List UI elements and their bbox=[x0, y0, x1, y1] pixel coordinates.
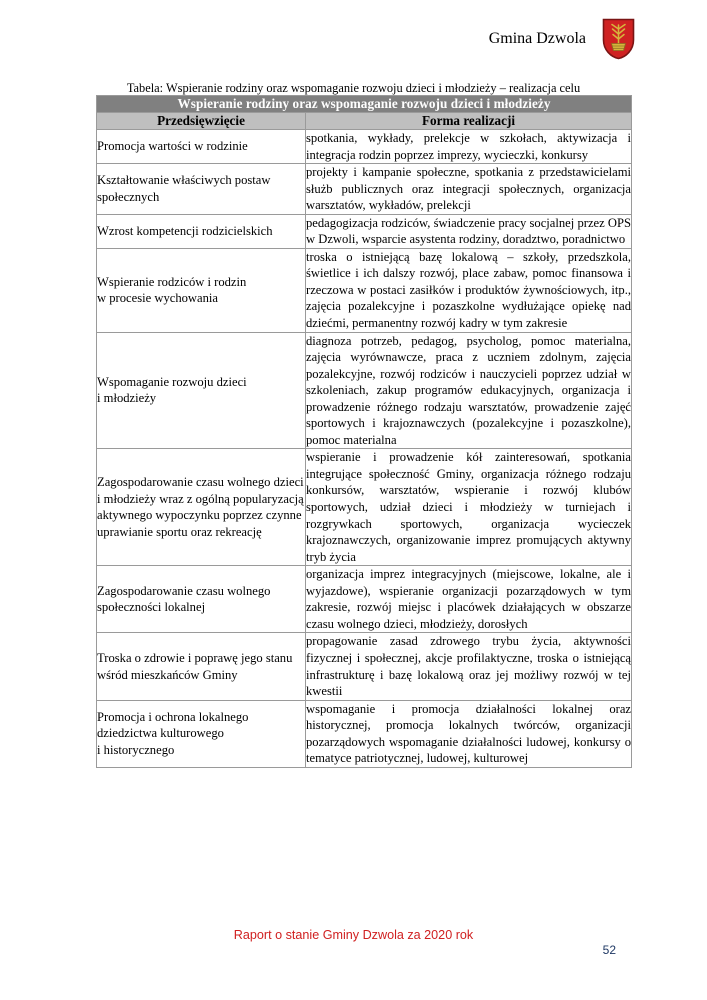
cell-przedsiewziecie: Wspieranie rodziców i rodzin w procesie wychowania bbox=[97, 248, 306, 332]
cell-przedsiewziecie: Promocja wartości w rodzinie bbox=[97, 130, 306, 164]
table-row bbox=[97, 700, 632, 767]
table-caption: Tabela: Wspieranie rodziny oraz wspomaganie rozwoju dzieci i młodzieży – realizacja celu bbox=[126, 81, 581, 95]
table-row bbox=[97, 566, 632, 633]
table-row bbox=[97, 332, 632, 449]
cell-przedsiewziecie: Zagospodarowanie czasu wolnego społeczności lokalnej bbox=[97, 566, 306, 633]
column-header-przedsiewziecie: Przedsięwzięcie bbox=[97, 113, 306, 130]
page-header bbox=[489, 18, 635, 60]
table-title-row bbox=[97, 96, 632, 113]
organization-name: Gmina Dzwola bbox=[488, 30, 586, 47]
cell-przedsiewziecie: Wspomaganie rozwoju dzieci i młodzieży bbox=[97, 332, 306, 449]
table-row bbox=[97, 130, 632, 164]
footer-note: Raport o stanie Gminy Dzwola za 2020 rok bbox=[233, 928, 474, 942]
table-row bbox=[97, 633, 632, 700]
cell-forma-realizacji: organizacja imprez integracyjnych (miejscowe, lokalne, ale i wyjazdowe), wspieranie organizacji pozarządowych w tym zakresie, rozwój miejsc i placówek działających w obszarze czasu wolnego dzieci, młodzieży, dorosłych bbox=[306, 566, 632, 633]
cell-przedsiewziecie: Wzrost kompetencji rodzicielskich bbox=[97, 214, 306, 248]
cell-forma-realizacji: propagowanie zasad zdrowego trybu życia, aktywności fizycznej i społecznej, akcje profilaktyczne, troska o istniejącą infrastrukturę i bazę lokalową oraz jej możliwy rozwój w tej kwestii bbox=[306, 633, 632, 700]
cell-forma-realizacji: pedagogizacja rodziców, świadczenie pracy socjalnej przez OPS w Dzwoli, wsparcie asystenta rodziny, doradztwo, poradnictwo bbox=[306, 214, 632, 248]
cell-forma-realizacji: troska o istniejącą bazę lokalową – szkoły, przedszkola, świetlice i ich dalszy rozwój, place zabaw, pomoc finansowa i rzeczowa w postaci zasiłków i produktów żywnościowych, itp., zajęcia pozalekcyjne i pozaszkolne wydłużające opiekę nad dziećmi, permanentny rozwój kadry w tym zakresie bbox=[306, 248, 632, 332]
coat-of-arms-icon bbox=[602, 18, 635, 60]
cell-przedsiewziecie: Troska o zdrowie i poprawę jego stanu wśród mieszkańców Gminy bbox=[97, 633, 306, 700]
cell-przedsiewziecie: Kształtowanie właściwych postaw społecznych bbox=[97, 164, 306, 215]
cell-przedsiewziecie: Promocja i ochrona lokalnego dziedzictwa kulturowego i historycznego bbox=[97, 700, 306, 767]
column-header-forma-realizacji: Forma realizacji bbox=[306, 113, 632, 130]
table-row bbox=[97, 449, 632, 566]
table-header-row bbox=[97, 113, 632, 130]
page-number: 52 bbox=[602, 943, 616, 957]
table-title: Wspieranie rodziny oraz wspomaganie rozwoju dzieci i młodzieży bbox=[97, 96, 632, 113]
cell-forma-realizacji: diagnoza potrzeb, pedagog, psycholog, pomoc materialna, zajęcia wyrównawcze, praca z uczniem zdolnym, zajęcia pozalekcyjne, rozwój rodziców i nauczycieli poprzez udział w szkoleniach, zakup programów edukacyjnych, organizacja i prowadzenie różnego rodzaju warsztatów, prowadzenie zajęć sportowych i krajoznawczych (pozalekcyjne i pozaszkolne), pomoc materialna bbox=[306, 332, 632, 449]
cell-przedsiewziecie: Zagospodarowanie czasu wolnego dzieci i młodzieży wraz z ogólną popularyzacją aktywnego wypoczynku poprzez czynne uprawianie sportu oraz rekreację bbox=[97, 449, 306, 566]
cell-forma-realizacji: spotkania, wykłady, prelekcje w szkołach, aktywizacja i integracja rodzin poprzez imprezy, wycieczki, konkursy bbox=[306, 130, 632, 164]
cell-forma-realizacji: wspieranie i prowadzenie kół zainteresowań, spotkania integrujące społeczność Gminy, organizacja różnego rodzaju konkursów, warsztatów, wspieranie i rozwój klubów sportowych, udział dzieci i młodzieży w turniejach i rozgrywkach sportowych, organizacja wycieczek krajoznawczych, organizowanie imprez promujących aktywny tryb życia bbox=[306, 449, 632, 566]
table-row bbox=[97, 248, 632, 332]
table-row bbox=[97, 164, 632, 215]
realizacja-celu-table bbox=[96, 95, 632, 768]
cell-forma-realizacji: projekty i kampanie społeczne, spotkania z przedstawicielami służb publicznych oraz integracji społecznych, organizacja warsztatów, wykładów, prelekcji bbox=[306, 164, 632, 215]
table-row bbox=[97, 214, 632, 248]
cell-forma-realizacji: wspomaganie i promocja działalności lokalnej oraz historycznej, promocja lokalnych twórców, organizacji pozarządowych wspomaganie działalności ludowej, konkursy o tematyce patriotycznej, ludowej, kulturowej bbox=[306, 700, 632, 767]
